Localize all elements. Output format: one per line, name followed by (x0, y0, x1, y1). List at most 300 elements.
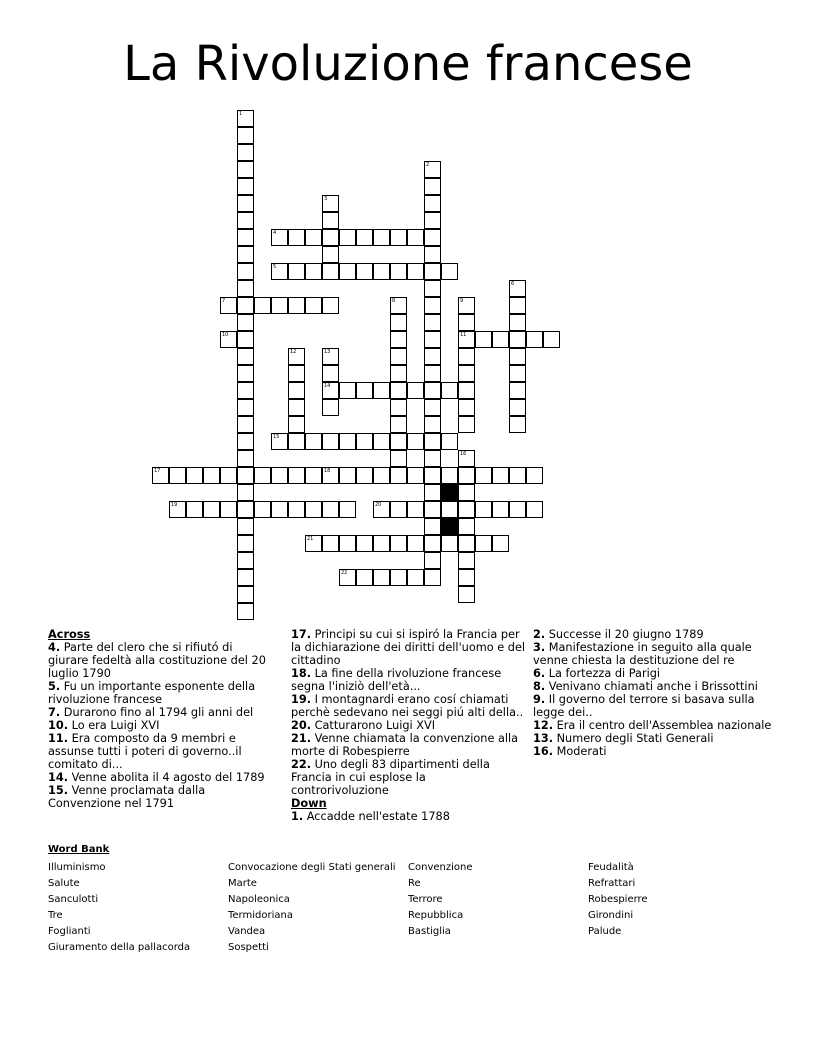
grid-cell[interactable] (288, 433, 305, 450)
clue-item (291, 719, 527, 732)
clue-item (48, 680, 276, 706)
grid-cell[interactable] (458, 552, 475, 569)
grid-cell[interactable] (509, 416, 526, 433)
clue-item (533, 693, 773, 719)
clue-item (533, 641, 773, 667)
clue-number: 5 (273, 264, 277, 270)
clue-number-label: 22. (291, 758, 312, 771)
clue-number-label: 3. (533, 641, 546, 654)
clue-item (48, 641, 276, 680)
grid-cell[interactable] (271, 263, 288, 280)
grid-cell[interactable] (322, 229, 339, 246)
grid-cell[interactable] (288, 297, 305, 314)
clue-number-label: 1. (291, 810, 304, 823)
grid-cell[interactable] (458, 535, 475, 552)
grid-cell[interactable] (390, 365, 407, 382)
grid-cell[interactable] (475, 535, 492, 552)
grid-cell[interactable] (288, 382, 305, 399)
grid-cell[interactable] (322, 467, 339, 484)
grid-cell[interactable] (322, 365, 339, 382)
grid-cell[interactable] (254, 501, 271, 518)
clue-text: Catturarono Luigi XVI (311, 719, 436, 732)
grid-cell[interactable] (237, 433, 254, 450)
grid-cell[interactable] (390, 229, 407, 246)
grid-cell[interactable] (475, 501, 492, 518)
clue-number-label: 6. (533, 667, 546, 680)
grid-cell[interactable] (288, 501, 305, 518)
clue-text: Parte del clero che si rifiutó di giurare fedeltà alla costituzione del 20 luglio 1790 (48, 641, 266, 680)
grid-cell[interactable] (271, 467, 288, 484)
grid-cell[interactable] (390, 535, 407, 552)
grid-cell[interactable] (203, 501, 220, 518)
clue-number: 17 (154, 468, 161, 474)
grid-cell[interactable] (475, 467, 492, 484)
clue-column-1 (48, 628, 276, 810)
clue-text: Venne proclamata dalla Convenzione nel 1791 (48, 784, 206, 810)
word-bank-item: Convocazione degli Stati generali (228, 862, 396, 873)
grid-cell[interactable] (458, 518, 475, 535)
grid-cell[interactable] (424, 399, 441, 416)
grid-cell[interactable] (186, 467, 203, 484)
grid-cell[interactable] (237, 195, 254, 212)
grid-cell[interactable] (288, 229, 305, 246)
grid-cell[interactable] (169, 501, 186, 518)
clue-item (48, 732, 276, 771)
grid-cell[interactable] (526, 467, 543, 484)
clue-number: 16 (460, 451, 467, 457)
grid-cell[interactable] (441, 263, 458, 280)
grid-cell[interactable] (458, 569, 475, 586)
grid-cell[interactable] (237, 586, 254, 603)
grid-cell[interactable] (305, 535, 322, 552)
clue-text: Accadde nell'estate 1788 (303, 810, 450, 823)
grid-cell[interactable] (237, 280, 254, 297)
grid-cell[interactable] (169, 467, 186, 484)
grid-cell[interactable] (509, 314, 526, 331)
grid-cell[interactable] (441, 433, 458, 450)
word-bank-item: Re (408, 878, 421, 889)
word-bank-column (48, 860, 190, 956)
grid-cell[interactable] (237, 144, 254, 161)
clue-number-label: 15. (48, 784, 69, 797)
grid-cell[interactable] (237, 552, 254, 569)
grid-cell[interactable] (288, 348, 305, 365)
grid-cell[interactable] (322, 399, 339, 416)
grid-cell[interactable] (237, 382, 254, 399)
grid-cell[interactable] (424, 314, 441, 331)
clue-text: Uno degli 83 dipartimenti della Francia in cui esplose la controrivoluzione (291, 758, 490, 797)
grid-cell[interactable] (407, 501, 424, 518)
grid-cell[interactable] (458, 331, 475, 348)
grid-cell[interactable] (288, 467, 305, 484)
clue-column-3 (533, 628, 773, 758)
grid-cell[interactable] (458, 586, 475, 603)
grid-cell[interactable] (390, 467, 407, 484)
clue-text: Durarono fino al 1794 gli anni del (60, 706, 254, 719)
grid-cell[interactable] (424, 178, 441, 195)
clue-item (291, 732, 527, 758)
grid-cell[interactable] (322, 382, 339, 399)
clue-number: 1 (239, 111, 243, 117)
grid-cell[interactable] (424, 433, 441, 450)
grid-cell[interactable] (424, 416, 441, 433)
grid-cell[interactable] (424, 484, 441, 501)
grid-cell[interactable] (509, 382, 526, 399)
grid-cell[interactable] (424, 518, 441, 535)
clue-item (291, 758, 527, 797)
grid-cell[interactable] (373, 501, 390, 518)
grid-cell[interactable] (390, 382, 407, 399)
grid-cell[interactable] (271, 433, 288, 450)
grid-cell[interactable] (322, 535, 339, 552)
grid-cell[interactable] (407, 229, 424, 246)
grid-cell[interactable] (305, 501, 322, 518)
grid-cell[interactable] (254, 297, 271, 314)
clue-number-label: 9. (533, 693, 546, 706)
grid-cell[interactable] (152, 467, 169, 484)
word-bank-item: Convenzione (408, 862, 473, 873)
grid-cell[interactable] (407, 433, 424, 450)
word-bank-item: Repubblica (408, 910, 464, 921)
grid-cell[interactable] (373, 467, 390, 484)
grid-cell[interactable] (305, 433, 322, 450)
grid-cell[interactable] (390, 450, 407, 467)
grid-cell[interactable] (492, 331, 509, 348)
clue-item (291, 693, 527, 719)
grid-cell[interactable] (339, 467, 356, 484)
grid-cell[interactable] (339, 263, 356, 280)
grid-cell[interactable] (424, 552, 441, 569)
grid-cell[interactable] (407, 467, 424, 484)
word-bank-item: Marte (228, 878, 257, 889)
grid-cell[interactable] (424, 212, 441, 229)
grid-cell[interactable] (475, 331, 492, 348)
clue-item (48, 719, 276, 732)
word-bank-item: Refrattari (588, 878, 636, 889)
word-bank-item: Giuramento della pallacorda (48, 942, 191, 953)
black-cell (441, 484, 458, 501)
clue-number: 2 (426, 162, 430, 168)
grid-cell[interactable] (254, 467, 271, 484)
grid-cell[interactable] (390, 297, 407, 314)
grid-cell[interactable] (237, 178, 254, 195)
grid-cell[interactable] (424, 246, 441, 263)
clue-number-label: 14. (48, 771, 69, 784)
grid-cell[interactable] (509, 399, 526, 416)
grid-cell[interactable] (271, 229, 288, 246)
grid-cell[interactable] (237, 314, 254, 331)
clue-text: Era il centro dell'Assemblea nazionale (553, 719, 772, 732)
grid-cell[interactable] (458, 314, 475, 331)
grid-cell[interactable] (407, 569, 424, 586)
grid-cell[interactable] (288, 365, 305, 382)
grid-cell[interactable] (458, 382, 475, 399)
grid-cell[interactable] (237, 331, 254, 348)
grid-cell[interactable] (424, 569, 441, 586)
grid-cell[interactable] (458, 348, 475, 365)
grid-cell[interactable] (390, 501, 407, 518)
grid-cell[interactable] (390, 263, 407, 280)
grid-cell[interactable] (220, 331, 237, 348)
clue-number-label: 8. (533, 680, 546, 693)
clue-text: La fine della rivoluzione francese segna l'iniziò dell'età... (291, 667, 502, 693)
grid-cell[interactable] (458, 416, 475, 433)
grid-cell[interactable] (509, 467, 526, 484)
clue-number-label: 11. (48, 732, 69, 745)
grid-cell[interactable] (424, 280, 441, 297)
grid-cell[interactable] (237, 246, 254, 263)
grid-cell[interactable] (458, 399, 475, 416)
grid-cell[interactable] (424, 229, 441, 246)
grid-cell[interactable] (424, 263, 441, 280)
grid-cell[interactable] (390, 433, 407, 450)
grid-cell[interactable] (322, 433, 339, 450)
grid-cell[interactable] (237, 467, 254, 484)
grid-cell[interactable] (407, 263, 424, 280)
word-bank-title: Word Bank (48, 844, 110, 855)
grid-cell[interactable] (509, 280, 526, 297)
grid-cell[interactable] (237, 297, 254, 314)
grid-cell[interactable] (237, 399, 254, 416)
word-bank-item: Palude (588, 926, 622, 937)
grid-cell[interactable] (356, 263, 373, 280)
word-bank-item: Vandea (228, 926, 266, 937)
grid-cell[interactable] (220, 467, 237, 484)
clue-item (533, 667, 773, 680)
grid-cell[interactable] (509, 331, 526, 348)
grid-cell[interactable] (424, 348, 441, 365)
grid-cell[interactable] (441, 382, 458, 399)
grid-cell[interactable] (271, 297, 288, 314)
grid-cell[interactable] (407, 382, 424, 399)
grid-cell[interactable] (407, 535, 424, 552)
grid-cell[interactable] (424, 365, 441, 382)
grid-cell[interactable] (305, 297, 322, 314)
grid-cell[interactable] (509, 348, 526, 365)
grid-cell[interactable] (373, 382, 390, 399)
down-heading: Down (291, 797, 327, 810)
grid-cell[interactable] (458, 501, 475, 518)
grid-cell[interactable] (458, 365, 475, 382)
grid-cell[interactable] (237, 365, 254, 382)
grid-cell[interactable] (373, 433, 390, 450)
clue-number-label: 20. (291, 719, 312, 732)
grid-cell[interactable] (237, 212, 254, 229)
grid-cell[interactable] (458, 467, 475, 484)
clue-item (533, 745, 773, 758)
clue-number: 8 (392, 298, 396, 304)
grid-cell[interactable] (390, 348, 407, 365)
grid-cell[interactable] (237, 535, 254, 552)
grid-cell[interactable] (339, 535, 356, 552)
grid-cell[interactable] (271, 501, 288, 518)
grid-cell[interactable] (237, 416, 254, 433)
clue-number: 3 (324, 196, 328, 202)
grid-cell[interactable] (356, 229, 373, 246)
clue-number: 20 (375, 502, 382, 508)
grid-cell[interactable] (339, 433, 356, 450)
grid-cell[interactable] (356, 433, 373, 450)
grid-cell[interactable] (526, 331, 543, 348)
grid-cell[interactable] (322, 212, 339, 229)
word-bank-item: Sospetti (228, 942, 269, 953)
grid-cell[interactable] (288, 399, 305, 416)
clue-number-label: 7. (48, 706, 61, 719)
grid-cell[interactable] (458, 450, 475, 467)
grid-cell[interactable] (237, 569, 254, 586)
word-bank-item: Girondini (588, 910, 634, 921)
grid-cell[interactable] (237, 603, 254, 620)
clue-number-label: 17. (291, 628, 312, 641)
clue-item (48, 706, 276, 719)
word-bank-item: Salute (48, 878, 80, 889)
word-bank-item: Robespierre (588, 894, 648, 905)
grid-cell[interactable] (237, 110, 254, 127)
grid-cell[interactable] (220, 501, 237, 518)
grid-cell[interactable] (356, 382, 373, 399)
page-title: La Rivoluzione francese (123, 36, 693, 92)
clue-number: 14 (324, 383, 331, 389)
grid-cell[interactable] (356, 535, 373, 552)
clue-item (48, 784, 276, 810)
grid-cell[interactable] (424, 195, 441, 212)
clue-text: Numero degli Stati Generali (553, 732, 714, 745)
clue-number-label: 12. (533, 719, 554, 732)
grid-cell[interactable] (441, 535, 458, 552)
word-bank-item: Napoleonica (228, 894, 290, 905)
grid-cell[interactable] (322, 263, 339, 280)
grid-cell[interactable] (373, 569, 390, 586)
grid-cell[interactable] (322, 297, 339, 314)
grid-cell[interactable] (441, 501, 458, 518)
grid-cell[interactable] (390, 314, 407, 331)
clue-number-label: 5. (48, 680, 61, 693)
clue-number-label: 21. (291, 732, 312, 745)
grid-cell[interactable] (373, 229, 390, 246)
grid-cell[interactable] (526, 501, 543, 518)
word-bank-item: Terrore (408, 894, 443, 905)
clue-number: 4 (273, 230, 277, 236)
grid-cell[interactable] (424, 501, 441, 518)
grid-cell[interactable] (237, 484, 254, 501)
grid-cell[interactable] (237, 501, 254, 518)
grid-cell[interactable] (339, 501, 356, 518)
grid-cell[interactable] (339, 229, 356, 246)
grid-cell[interactable] (390, 569, 407, 586)
clue-text: Principi su cui si ispiró la Francia per la dichiarazione dei diritti dell'uomo e del cittadino (291, 628, 526, 667)
grid-cell[interactable] (509, 501, 526, 518)
clue-text: Il governo del terrore si basava sulla legge dei.. (533, 693, 755, 719)
clue-number: 18 (324, 468, 331, 474)
clue-text: Manifestazione in seguito alla quale venne chiesta la destituzione del re (533, 641, 752, 667)
grid-cell[interactable] (305, 263, 322, 280)
grid-cell[interactable] (237, 348, 254, 365)
clue-number: 21 (307, 536, 314, 542)
grid-cell[interactable] (322, 246, 339, 263)
clue-text: Venne chiamata la convenzione alla morte di Robespierre (291, 732, 519, 758)
grid-cell[interactable] (373, 535, 390, 552)
clue-item (48, 771, 276, 784)
grid-cell[interactable] (237, 229, 254, 246)
word-bank-item: Sanculotti (48, 894, 99, 905)
grid-cell[interactable] (424, 161, 441, 178)
grid-cell[interactable] (322, 195, 339, 212)
clue-text: Fu un importante esponente della rivoluzione francese (48, 680, 256, 706)
grid-cell[interactable] (458, 297, 475, 314)
grid-cell[interactable] (305, 467, 322, 484)
grid-cell[interactable] (237, 518, 254, 535)
grid-cell[interactable] (424, 450, 441, 467)
clue-item (533, 719, 773, 732)
grid-cell[interactable] (390, 331, 407, 348)
clue-item (533, 732, 773, 745)
grid-cell[interactable] (339, 569, 356, 586)
clue-number-label: 13. (533, 732, 554, 745)
grid-cell[interactable] (509, 297, 526, 314)
word-bank-item: Termidoriana (228, 910, 293, 921)
grid-cell[interactable] (186, 501, 203, 518)
clue-number-label: 2. (533, 628, 546, 641)
grid-cell[interactable] (390, 416, 407, 433)
grid-cell[interactable] (356, 467, 373, 484)
word-bank-column (228, 860, 396, 956)
grid-cell[interactable] (390, 399, 407, 416)
grid-cell[interactable] (356, 569, 373, 586)
grid-cell[interactable] (492, 467, 509, 484)
clue-item (291, 628, 527, 667)
clue-number-label: 10. (48, 719, 69, 732)
clue-number: 15 (273, 434, 280, 440)
grid-cell[interactable] (441, 467, 458, 484)
grid-cell[interactable] (322, 348, 339, 365)
clue-number: 11 (460, 332, 467, 338)
grid-cell[interactable] (288, 263, 305, 280)
clue-number: 9 (460, 298, 464, 304)
grid-cell[interactable] (305, 229, 322, 246)
grid-cell[interactable] (424, 535, 441, 552)
grid-cell[interactable] (220, 297, 237, 314)
grid-cell[interactable] (339, 382, 356, 399)
grid-cell[interactable] (458, 484, 475, 501)
grid-cell[interactable] (543, 331, 560, 348)
grid-cell[interactable] (237, 161, 254, 178)
clue-number: 13 (324, 349, 331, 355)
clue-column-2 (291, 628, 527, 823)
clue-item (291, 810, 527, 823)
grid-cell[interactable] (288, 416, 305, 433)
grid-cell[interactable] (424, 331, 441, 348)
grid-cell[interactable] (424, 467, 441, 484)
word-bank-column (408, 860, 472, 940)
black-cell (441, 518, 458, 535)
grid-cell[interactable] (203, 467, 220, 484)
word-bank-item: Foglianti (48, 926, 91, 937)
grid-cell[interactable] (424, 297, 441, 314)
grid-cell[interactable] (424, 382, 441, 399)
clue-text: Lo era Luigi XVI (68, 719, 160, 732)
grid-cell[interactable] (492, 501, 509, 518)
grid-cell[interactable] (373, 263, 390, 280)
grid-cell[interactable] (509, 365, 526, 382)
grid-cell[interactable] (237, 450, 254, 467)
clue-number: 22 (341, 570, 348, 576)
clue-text: Successe il 20 giugno 1789 (545, 628, 704, 641)
grid-cell[interactable] (237, 127, 254, 144)
grid-cell[interactable] (237, 263, 254, 280)
grid-cell[interactable] (322, 501, 339, 518)
grid-cell[interactable] (492, 535, 509, 552)
word-bank-item: Bastiglia (408, 926, 451, 937)
